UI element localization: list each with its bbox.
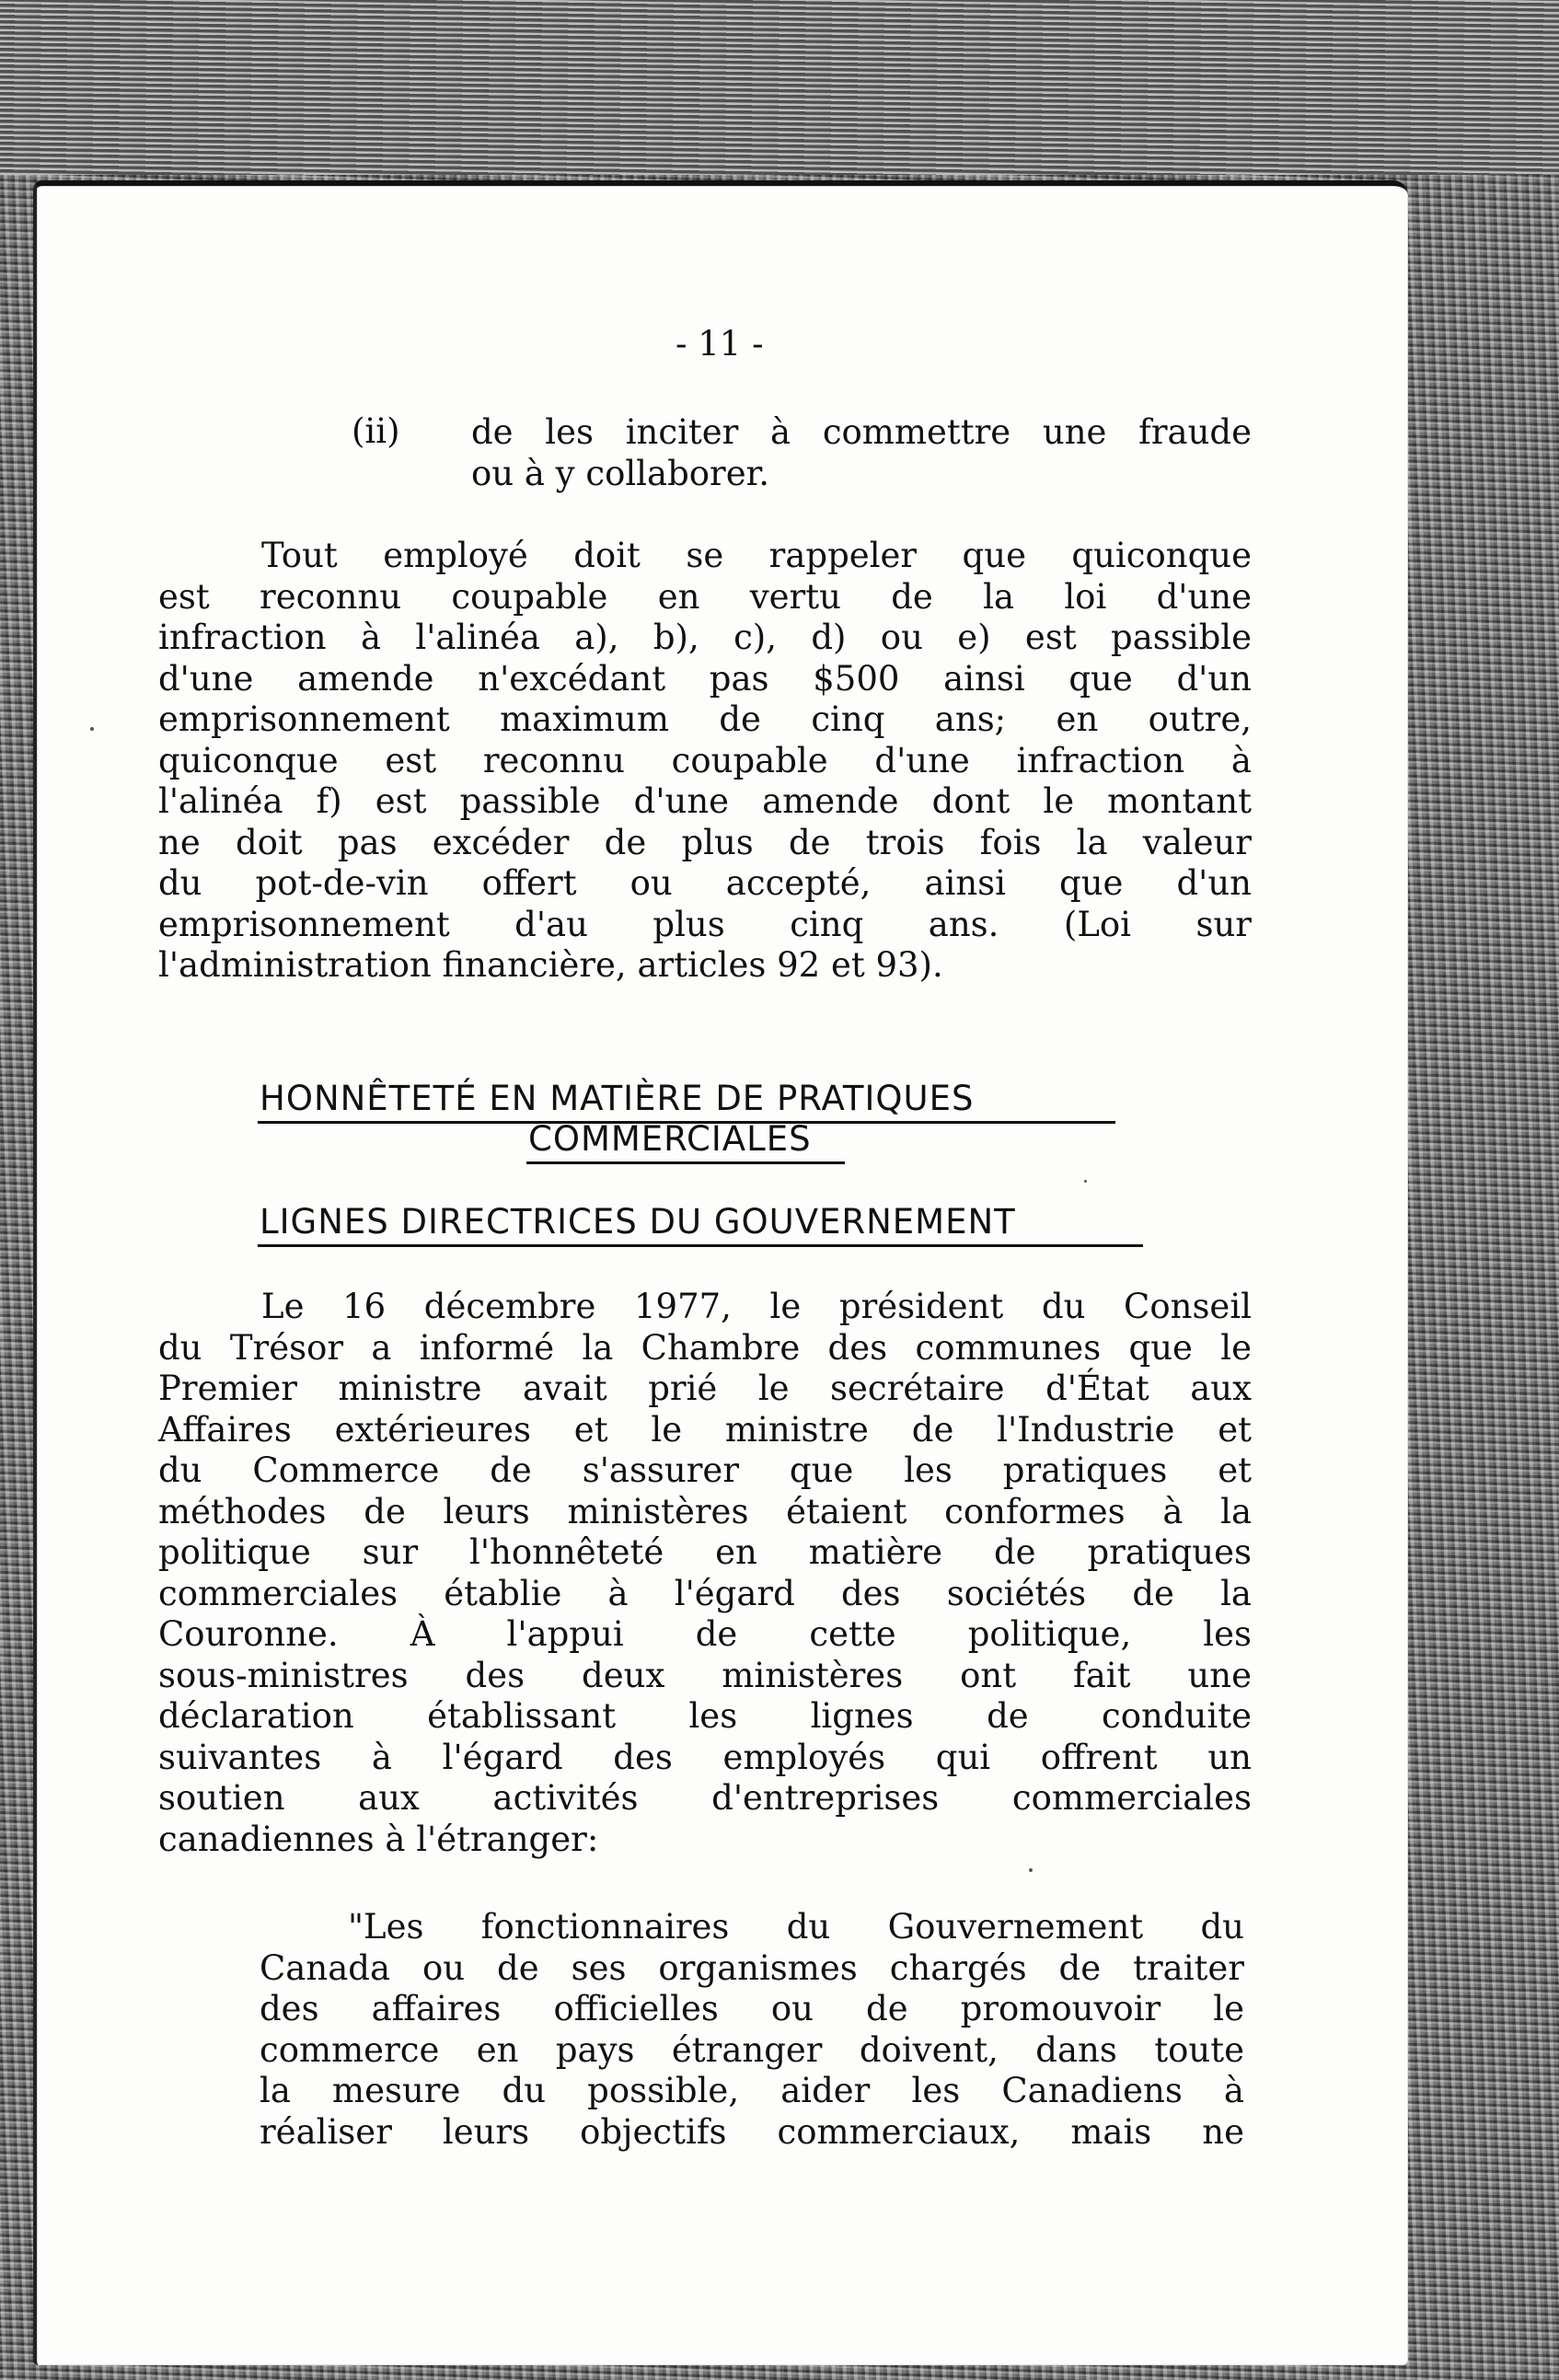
quote-line: réaliser leurs objectifs commerciaux, mais ne [260, 2111, 1244, 2152]
section-heading-guidelines: LIGNES DIRECTRICES DU GOUVERNEMENT [260, 1202, 1016, 1242]
block-quote [260, 1907, 1244, 2153]
list-item-marker: (ii) [352, 411, 400, 451]
paragraph-penalties [158, 536, 1252, 987]
paragraph-line: canadiennes à l'étranger: [158, 1819, 599, 1859]
paragraph-line: ne doit pas excéder de plus de trois fois la valeur [158, 822, 1252, 862]
paragraph-line: sous-ministres des deux ministères ont fait une [158, 1655, 1252, 1695]
quote-line: commerce en pays étranger doivent, dans toute [260, 2029, 1244, 2070]
paragraph-line: du pot-de-vin offert ou accepté, ainsi que d'un [158, 863, 1252, 903]
scan-speck [90, 727, 94, 731]
paragraph-line: Couronne. À l'appui de cette politique, les [158, 1614, 1252, 1654]
paragraph-line: l'administration financière, articles 92 et 93). [158, 945, 943, 985]
section-heading-honesty: HONNÊTETÉ EN MATIÈRE DE PRATIQUES [260, 1079, 975, 1118]
paragraph-guidelines [158, 1287, 1252, 1860]
list-item-line: de les inciter à commettre une fraude [471, 412, 1252, 452]
page-number: - 11 - [676, 324, 764, 364]
quote-line: Canada ou de ses organismes chargés de traiter [260, 1947, 1244, 1988]
paragraph-line: infraction à l'alinéa a), b), c), d) ou e) est passible [158, 618, 1252, 657]
quote-line: la mesure du possible, aider les Canadiens à [260, 2071, 1244, 2110]
list-item-text [471, 411, 1252, 494]
paragraph-line: Affaires extérieures et le ministre de l'Industrie et [158, 1409, 1252, 1450]
scan-speck [1029, 1868, 1033, 1872]
paragraph-line: suivantes à l'égard des employés qui offrent un [158, 1737, 1252, 1777]
paragraph-line: déclaration établissant les lignes de conduite [158, 1696, 1252, 1736]
quote-line: des affaires officielles ou de promouvoir le [260, 1989, 1244, 2028]
paragraph-line: est reconnu coupable en vertu de la loi d'une [158, 576, 1252, 617]
heading-underline [526, 1161, 845, 1164]
paragraph-line: emprisonnement maximum de cinq ans; en outre, [158, 699, 1252, 739]
paragraph-line: l'alinéa f) est passible d'une amende dont le montant [158, 781, 1252, 821]
paragraph-line: politique sur l'honnêteté en matière de pratiques [158, 1532, 1252, 1572]
paragraph-line: emprisonnement d'au plus cinq ans. (Loi sur [158, 904, 1252, 944]
paragraph-line: Tout employé doit se rappeler que quiconque [261, 536, 1252, 575]
paragraph-line: Le 16 décembre 1977, le président du Conseil [261, 1287, 1252, 1326]
paragraph-line: Premier ministre avait prié le secrétaire d'État aux [158, 1369, 1252, 1408]
section-heading-honesty-line2: COMMERCIALES [528, 1119, 812, 1159]
paragraph-line: du Commerce de s'assurer que les pratiques et [158, 1450, 1252, 1490]
paragraph-line: soutien aux activités d'entreprises commerciales [158, 1778, 1252, 1818]
paragraph-line: commerciales établie à l'égard des sociétés de la [158, 1573, 1252, 1613]
paragraph-line: méthodes de leurs ministères étaient conformes à la [158, 1491, 1252, 1531]
paragraph-line: du Trésor a informé la Chambre des communes que le [158, 1327, 1252, 1368]
paragraph-line: d'une amende n'excédant pas $500 ainsi que d'un [158, 658, 1252, 699]
scanned-top-edge [0, 0, 1559, 175]
list-item-line: ou à y collaborer. [471, 454, 770, 493]
scan-speck [1084, 1180, 1087, 1183]
quote-line: "Les fonctionnaires du Gouvernement du [348, 1907, 1244, 1947]
paragraph-line: quiconque est reconnu coupable d'une infraction à [158, 740, 1252, 780]
heading-underline [258, 1244, 1143, 1247]
